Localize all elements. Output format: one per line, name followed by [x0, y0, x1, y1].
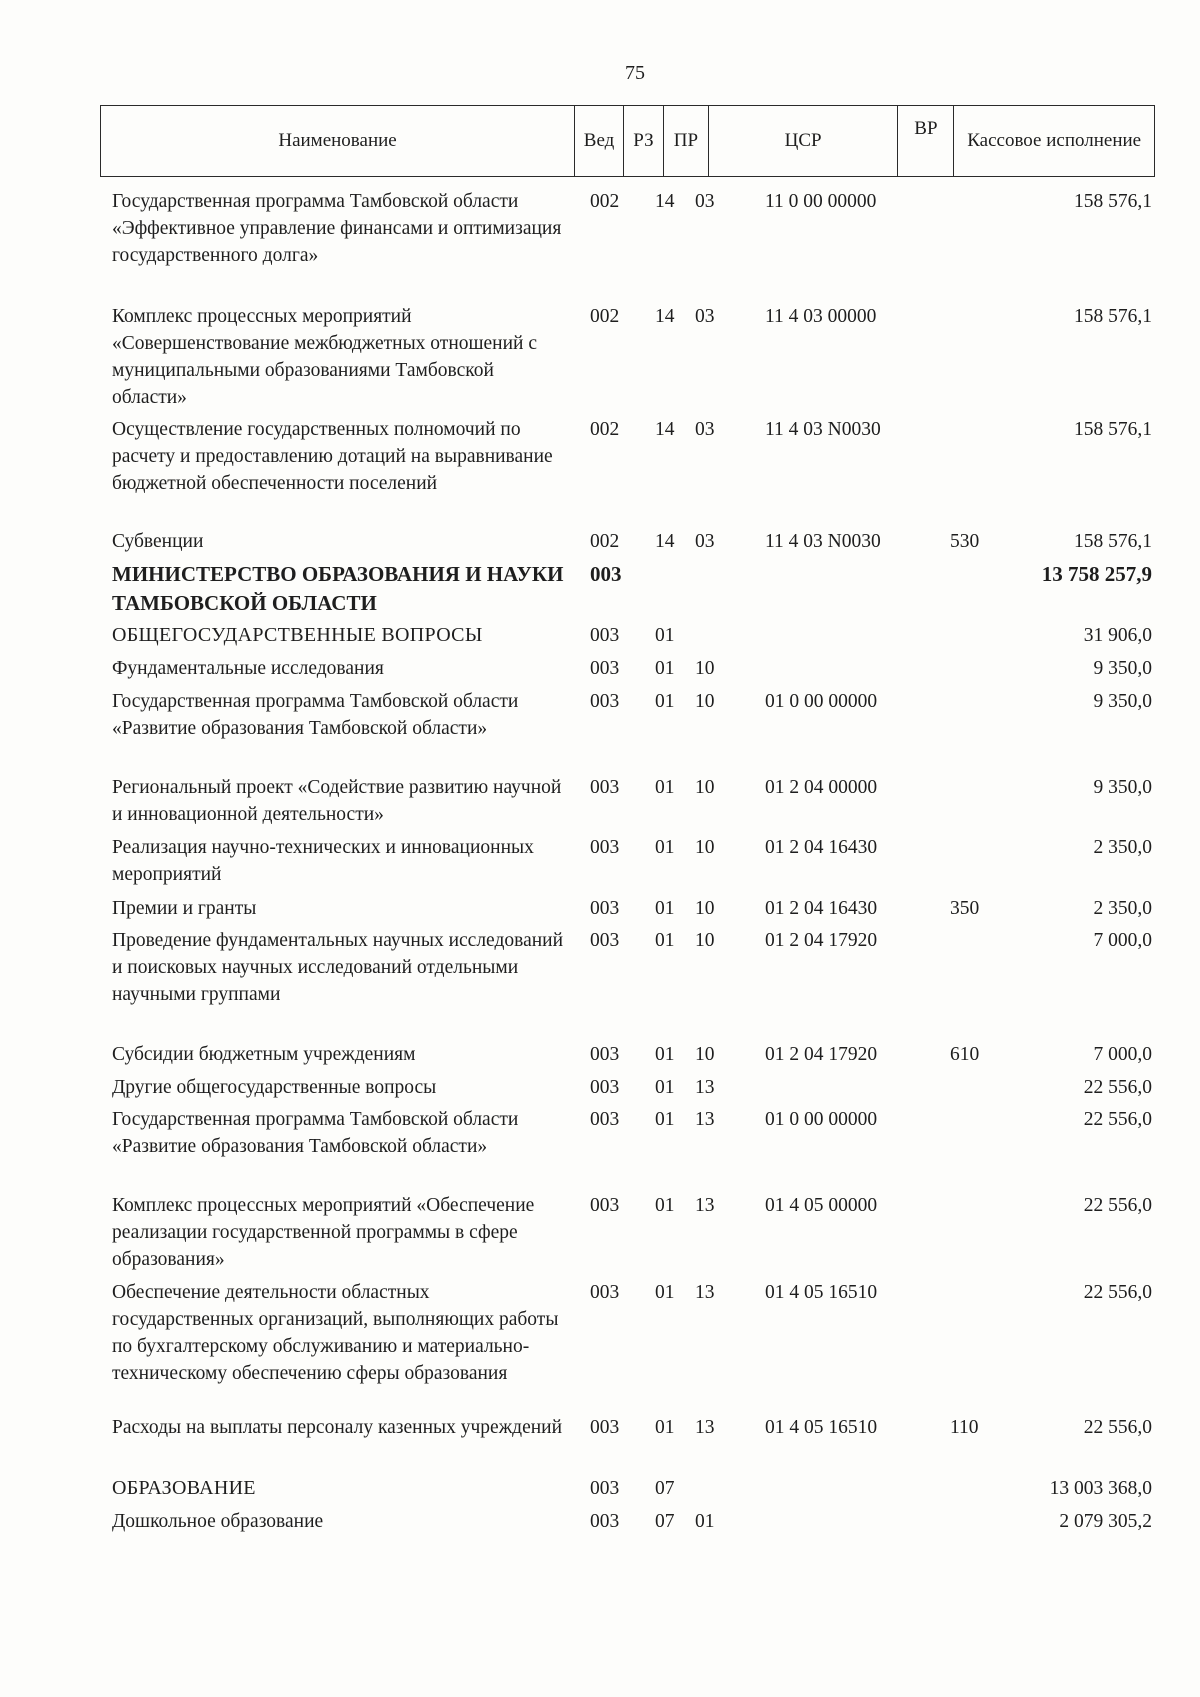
- page-number: 75: [625, 62, 645, 84]
- row-ved: 003: [590, 1109, 620, 1130]
- row-rz: 01: [655, 1077, 675, 1098]
- row-pr: 10: [695, 691, 715, 712]
- row-name: Фундаментальные исследования: [112, 658, 384, 679]
- row-rz: 01: [655, 691, 675, 712]
- row-amount: 158 576,1: [1074, 531, 1152, 552]
- row-vr: 350: [950, 898, 980, 919]
- row-name: МИНИСТЕРСТВО ОБРАЗОВАНИЯ И НАУКИ ТАМБОВСКОЙ ОБЛАСТИ: [112, 562, 564, 615]
- row-amount: 31 906,0: [1083, 625, 1152, 646]
- row-amount: 13 758 257,9: [1041, 562, 1152, 586]
- row-rz: 01: [655, 1195, 675, 1216]
- column-header-ved: Вед: [575, 106, 624, 176]
- row-vr: 110: [950, 1417, 979, 1438]
- row-csr: 11 4 03 N0030: [765, 531, 881, 552]
- column-header-pr: ПР: [664, 106, 709, 176]
- row-csr: 11 4 03 N0030: [765, 419, 881, 440]
- row-name: Государственная программа Тамбовской области «Развитие образования Тамбовской области»: [112, 1109, 519, 1157]
- row-rz: 07: [655, 1511, 675, 1532]
- column-header-amount: Кассовое исполнение: [967, 129, 1142, 151]
- row-rz: 01: [655, 1417, 675, 1438]
- row-pr: 03: [695, 531, 715, 552]
- row-pr: 13: [695, 1077, 715, 1098]
- row-csr: 01 2 04 00000: [765, 777, 878, 798]
- row-rz: 01: [655, 1044, 675, 1065]
- row-rz: 01: [655, 1282, 675, 1303]
- row-pr: 10: [695, 837, 715, 858]
- row-rz: 07: [655, 1478, 675, 1499]
- row-rz: 01: [655, 930, 675, 951]
- row-name: Комплекс процессных мероприятий «Совершенствование межбюджетных отношений с муниципальными образованиями Тамбовской области»: [112, 306, 538, 408]
- row-ved: 002: [590, 419, 620, 440]
- row-csr: 01 4 05 00000: [765, 1195, 878, 1216]
- row-csr: 01 4 05 16510: [765, 1282, 878, 1303]
- row-ved: 003: [590, 898, 620, 919]
- row-pr: 13: [695, 1282, 715, 1303]
- row-pr: 03: [695, 306, 715, 327]
- row-ved: 003: [590, 1282, 620, 1303]
- row-rz: 01: [655, 658, 675, 679]
- row-pr: 10: [695, 1044, 715, 1065]
- row-csr: 01 0 00 00000: [765, 1109, 878, 1130]
- column-header-rz: РЗ: [624, 106, 664, 176]
- row-pr: 13: [695, 1109, 715, 1130]
- row-rz: 14: [655, 191, 675, 212]
- row-amount: 158 576,1: [1074, 191, 1152, 212]
- row-rz: 01: [655, 625, 675, 646]
- row-ved: 003: [590, 777, 620, 798]
- row-name: Другие общегосударственные вопросы: [112, 1077, 437, 1098]
- row-ved: 003: [590, 658, 620, 679]
- row-ved: 003: [590, 1044, 620, 1065]
- row-pr: 10: [695, 658, 715, 679]
- row-amount: 9 350,0: [1093, 691, 1152, 712]
- row-csr: 01 2 04 17920: [765, 1044, 878, 1065]
- row-amount: 9 350,0: [1093, 658, 1152, 679]
- row-rz: 01: [655, 837, 675, 858]
- row-name: Государственная программа Тамбовской области «Эффективное управление финансами и оптимизация государственного долга»: [112, 191, 562, 266]
- row-rz: 01: [655, 1109, 675, 1130]
- row-name: Расходы на выплаты персоналу казенных учреждений: [112, 1417, 563, 1438]
- row-rz: 14: [655, 306, 675, 327]
- row-name: Субвенции: [112, 531, 204, 552]
- row-name: Осуществление государственных полномочий по расчету и предоставлению дотаций на выравнивание бюджетной обеспеченности поселений: [112, 419, 553, 494]
- row-amount: 2 350,0: [1093, 898, 1152, 919]
- column-header-csr: ЦСР: [709, 106, 899, 176]
- row-ved: 003: [590, 837, 620, 858]
- row-name: Дошкольное образование: [112, 1511, 324, 1532]
- row-amount: 13 003 368,0: [1049, 1478, 1152, 1499]
- row-amount: 22 556,0: [1083, 1417, 1152, 1438]
- row-amount: 22 556,0: [1083, 1109, 1152, 1130]
- row-name: Субсидии бюджетным учреждениям: [112, 1044, 416, 1065]
- row-vr: 610: [950, 1044, 980, 1065]
- row-csr: 11 4 03 00000: [765, 306, 877, 327]
- row-rz: 14: [655, 531, 675, 552]
- row-name: Проведение фундаментальных научных исследований и поисковых научных исследований отдельными научными группами: [112, 930, 564, 1005]
- row-rz: 01: [655, 898, 675, 919]
- row-name: Комплекс процессных мероприятий «Обеспечение реализации государственной программы в сфере образования»: [112, 1195, 535, 1270]
- row-ved: 003: [590, 1077, 620, 1098]
- row-csr: 01 2 04 16430: [765, 898, 878, 919]
- row-csr: 01 4 05 16510: [765, 1417, 878, 1438]
- row-ved: 003: [590, 691, 620, 712]
- row-vr: 530: [950, 531, 980, 552]
- row-pr: 10: [695, 777, 715, 798]
- row-amount: 2 350,0: [1093, 837, 1152, 858]
- row-amount: 7 000,0: [1093, 930, 1152, 951]
- row-ved: 003: [590, 625, 620, 646]
- row-name: Государственная программа Тамбовской области «Развитие образования Тамбовской области»: [112, 691, 519, 739]
- row-pr: 01: [695, 1511, 715, 1532]
- row-amount: 158 576,1: [1074, 419, 1152, 440]
- row-name: ОБРАЗОВАНИЕ: [112, 1477, 256, 1499]
- row-amount: 158 576,1: [1074, 306, 1152, 327]
- row-amount: 22 556,0: [1083, 1282, 1152, 1303]
- column-header-vr: ВР: [898, 106, 954, 176]
- row-amount: 2 079 305,2: [1059, 1511, 1152, 1532]
- row-amount: 22 556,0: [1083, 1077, 1152, 1098]
- row-pr: 13: [695, 1195, 715, 1216]
- row-csr: 11 0 00 00000: [765, 191, 877, 212]
- row-pr: 10: [695, 930, 715, 951]
- row-csr: 01 0 00 00000: [765, 691, 878, 712]
- row-amount: 9 350,0: [1093, 777, 1152, 798]
- row-amount: 22 556,0: [1083, 1195, 1152, 1216]
- row-rz: 01: [655, 777, 675, 798]
- row-name: Обеспечение деятельности областных государственных организаций, выполняющих работы по бухгалтерскому обслуживанию и материально-техническому обеспечению сферы образования: [112, 1282, 559, 1384]
- row-pr: 13: [695, 1417, 715, 1438]
- row-ved: 002: [590, 306, 620, 327]
- row-ved: 002: [590, 531, 620, 552]
- row-ved: 002: [590, 191, 620, 212]
- row-amount: 7 000,0: [1093, 1044, 1152, 1065]
- row-ved: 003: [590, 1417, 620, 1438]
- row-ved: 003: [590, 1511, 620, 1532]
- row-name: Региональный проект «Содействие развитию научной и инновационной деятельности»: [112, 777, 562, 825]
- row-csr: 01 2 04 16430: [765, 837, 878, 858]
- row-pr: 10: [695, 898, 715, 919]
- row-rz: 14: [655, 419, 675, 440]
- row-ved: 003: [590, 1478, 620, 1499]
- row-ved: 003: [590, 1195, 620, 1216]
- row-ved: 003: [590, 930, 620, 951]
- row-pr: 03: [695, 419, 715, 440]
- column-header-name: Наименование: [101, 106, 575, 176]
- row-csr: 01 2 04 17920: [765, 930, 878, 951]
- row-name: ОБЩЕГОСУДАРСТВЕННЫЕ ВОПРОСЫ: [112, 624, 483, 646]
- row-pr: 03: [695, 191, 715, 212]
- row-name: Реализация научно-технических и инновационных мероприятий: [112, 837, 534, 885]
- row-name: Премии и гранты: [112, 898, 257, 919]
- row-ved: 003: [590, 562, 622, 586]
